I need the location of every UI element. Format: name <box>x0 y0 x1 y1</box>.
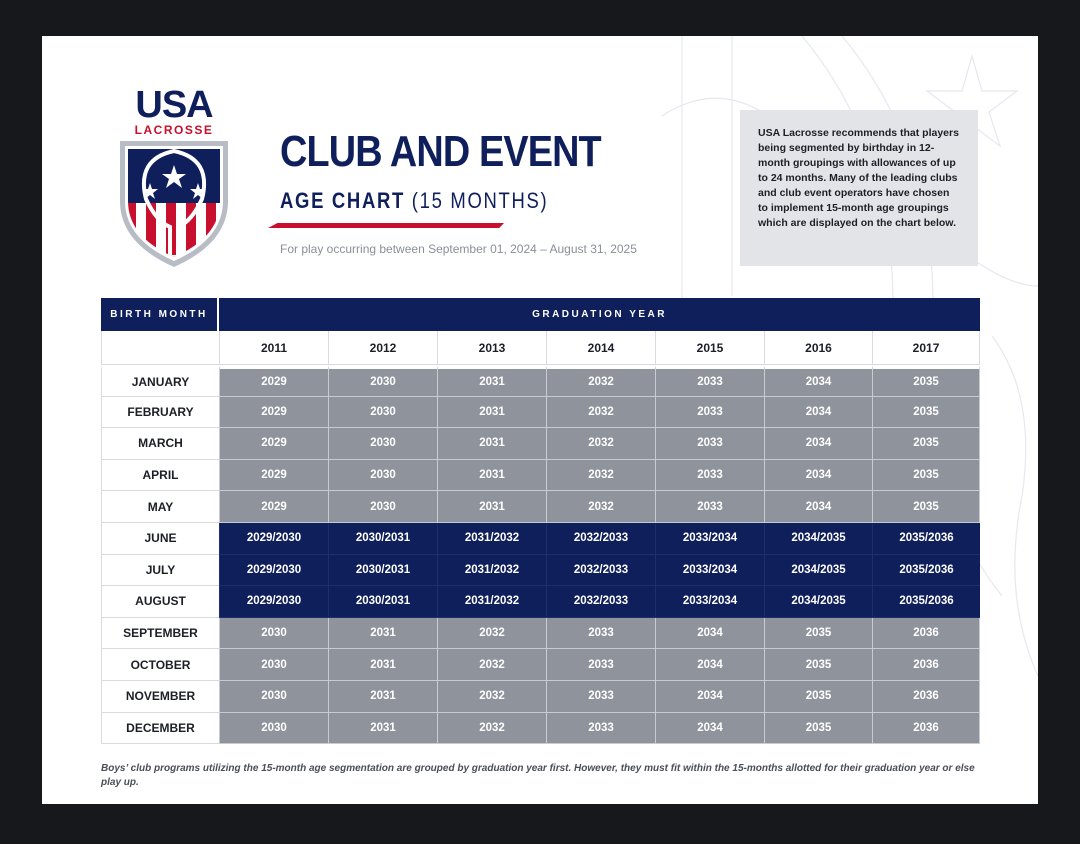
table-row <box>101 523 980 555</box>
birth-month-label: MAY <box>101 491 219 523</box>
graduation-year-cell: 2029 <box>219 397 328 429</box>
birth-month-label: SEPTEMBER <box>101 618 219 650</box>
logo-usa-text: USA <box>135 84 213 126</box>
graduation-year-cell: 2032 <box>546 428 655 460</box>
birth-month-label: OCTOBER <box>101 649 219 681</box>
graduation-year-cell: 2033 <box>546 681 655 713</box>
graduation-year-cell: 2029 <box>219 428 328 460</box>
header-graduation-year: GRADUATION YEAR <box>219 298 980 331</box>
graduation-year-cell: 2031 <box>328 681 437 713</box>
graduation-year-cell: 2033 <box>655 397 764 429</box>
table-row <box>101 618 980 650</box>
birth-year-header: 2016 <box>764 331 872 365</box>
page-subtitle <box>280 188 548 214</box>
graduation-year-cell: 2032 <box>437 618 546 650</box>
graduation-year-cell: 2035 <box>872 491 980 523</box>
graduation-year-cell: 2030/2031 <box>328 586 437 618</box>
header-birth-month: BIRTH MONTH <box>101 298 219 331</box>
logo-lacrosse-text: LACROSSE <box>134 123 214 137</box>
graduation-year-cell: 2032 <box>546 365 655 397</box>
age-chart-document <box>42 36 1038 804</box>
graduation-year-cell: 2031 <box>437 365 546 397</box>
graduation-year-cell: 2035/2036 <box>872 523 980 555</box>
subtitle-main: AGE CHART <box>280 188 405 213</box>
graduation-year-cell: 2031 <box>437 491 546 523</box>
graduation-year-cell: 2033/2034 <box>655 555 764 587</box>
age-chart-body <box>101 365 980 744</box>
graduation-year-cell: 2034 <box>764 460 872 492</box>
graduation-year-cell: 2032/2033 <box>546 586 655 618</box>
graduation-year-cell: 2036 <box>872 618 980 650</box>
graduation-year-cell: 2031 <box>328 618 437 650</box>
graduation-year-cell: 2030/2031 <box>328 523 437 555</box>
graduation-year-cell: 2033 <box>546 618 655 650</box>
page-title: CLUB AND EVENT <box>280 127 601 176</box>
graduation-year-cell: 2030 <box>328 460 437 492</box>
graduation-year-cell: 2033 <box>655 491 764 523</box>
graduation-year-cell: 2032 <box>437 713 546 745</box>
table-row <box>101 428 980 460</box>
graduation-year-cell: 2034/2035 <box>764 523 872 555</box>
graduation-year-cell: 2029/2030 <box>219 586 328 618</box>
graduation-year-cell: 2035 <box>872 428 980 460</box>
graduation-year-cell: 2034 <box>655 618 764 650</box>
table-row <box>101 491 980 523</box>
graduation-year-cell: 2029 <box>219 365 328 397</box>
recommendation-box: USA Lacrosse recommends that players being segmented by birthday in 12-month groupings with allowances of up to 24 months. Many of the leading clubs and club event operators have chosen to implement 15-month age groupings which are displayed on the chart below. <box>740 110 978 266</box>
subtitle-paren: (15 MONTHS) <box>411 188 549 213</box>
table-row <box>101 555 980 587</box>
graduation-year-cell: 2033 <box>655 365 764 397</box>
birth-month-label: FEBRUARY <box>101 397 219 429</box>
birth-month-label: MARCH <box>101 428 219 460</box>
graduation-year-cell: 2035 <box>764 713 872 745</box>
graduation-year-cell: 2031 <box>328 649 437 681</box>
graduation-year-cell: 2031/2032 <box>437 555 546 587</box>
graduation-year-cell: 2035/2036 <box>872 586 980 618</box>
graduation-year-cell: 2035/2036 <box>872 555 980 587</box>
graduation-year-cell: 2032 <box>437 649 546 681</box>
graduation-year-cell: 2032 <box>546 491 655 523</box>
graduation-year-cell: 2029 <box>219 491 328 523</box>
birth-month-label: JULY <box>101 555 219 587</box>
graduation-year-cell: 2030 <box>219 713 328 745</box>
age-chart-table <box>101 298 980 744</box>
graduation-year-cell: 2035 <box>764 618 872 650</box>
graduation-year-cell: 2031 <box>437 460 546 492</box>
birth-year-header: 2011 <box>219 331 328 365</box>
graduation-year-cell: 2032/2033 <box>546 555 655 587</box>
graduation-year-cell: 2031 <box>328 713 437 745</box>
graduation-year-cell: 2036 <box>872 649 980 681</box>
graduation-year-cell: 2033/2034 <box>655 523 764 555</box>
graduation-year-cell: 2030 <box>219 681 328 713</box>
birth-year-header: 2012 <box>328 331 437 365</box>
birth-year-header: 2015 <box>655 331 764 365</box>
birth-month-label: APRIL <box>101 460 219 492</box>
graduation-year-cell: 2033 <box>655 428 764 460</box>
graduation-year-cell: 2034 <box>655 713 764 745</box>
birth-year-header: 2014 <box>546 331 655 365</box>
birth-month-label: JANUARY <box>101 365 219 397</box>
graduation-year-cell: 2032 <box>546 397 655 429</box>
birth-month-label: DECEMBER <box>101 713 219 745</box>
graduation-year-cell: 2030 <box>328 397 437 429</box>
birth-month-label: NOVEMBER <box>101 681 219 713</box>
graduation-year-cell: 2029 <box>219 460 328 492</box>
graduation-year-cell: 2035 <box>764 681 872 713</box>
graduation-year-cell: 2034 <box>655 649 764 681</box>
graduation-year-cell: 2032 <box>546 460 655 492</box>
graduation-year-cell: 2035 <box>764 649 872 681</box>
graduation-year-cell: 2034/2035 <box>764 555 872 587</box>
graduation-year-cell: 2034 <box>655 681 764 713</box>
birth-month-label: JUNE <box>101 523 219 555</box>
graduation-year-cell: 2035 <box>872 397 980 429</box>
birth-year-header: 2013 <box>437 331 546 365</box>
table-row <box>101 713 980 745</box>
logo-shield-icon <box>116 139 232 269</box>
graduation-year-cell: 2029/2030 <box>219 523 328 555</box>
graduation-year-cell: 2031 <box>437 397 546 429</box>
table-row <box>101 397 980 429</box>
graduation-year-cell: 2032/2033 <box>546 523 655 555</box>
birth-month-label: AUGUST <box>101 586 219 618</box>
graduation-year-cell: 2031/2032 <box>437 586 546 618</box>
graduation-year-cell: 2034 <box>764 428 872 460</box>
graduation-year-cell: 2030 <box>219 618 328 650</box>
graduation-year-cell: 2034/2035 <box>764 586 872 618</box>
graduation-year-cell: 2033 <box>546 713 655 745</box>
graduation-year-cell: 2033/2034 <box>655 586 764 618</box>
table-row <box>101 681 980 713</box>
graduation-year-cell: 2030 <box>219 649 328 681</box>
graduation-year-cell: 2032 <box>437 681 546 713</box>
graduation-year-cell: 2036 <box>872 713 980 745</box>
graduation-year-cell: 2030 <box>328 491 437 523</box>
header-blank-cell <box>101 331 219 365</box>
graduation-year-cell: 2034 <box>764 491 872 523</box>
graduation-year-cell: 2035 <box>872 365 980 397</box>
graduation-year-cell: 2033 <box>546 649 655 681</box>
graduation-year-cell: 2036 <box>872 681 980 713</box>
table-row <box>101 586 980 618</box>
graduation-year-cell: 2034 <box>764 365 872 397</box>
table-row <box>101 365 980 397</box>
graduation-year-cell: 2030 <box>328 428 437 460</box>
table-row <box>101 649 980 681</box>
graduation-year-cell: 2033 <box>655 460 764 492</box>
footnote: Boys’ club programs utilizing the 15-month age segmentation are grouped by graduation year first. However, they must fit within the 15-months allotted for their graduation year or else play up. <box>101 763 975 788</box>
play-period-note: For play occurring between September 01, 2024 – August 31, 2025 <box>280 242 637 256</box>
table-row <box>101 460 980 492</box>
title-underline-bar <box>268 223 504 228</box>
graduation-year-cell: 2030/2031 <box>328 555 437 587</box>
graduation-year-cell: 2031 <box>437 428 546 460</box>
graduation-year-cell: 2031/2032 <box>437 523 546 555</box>
graduation-year-cell: 2030 <box>328 365 437 397</box>
graduation-year-cell: 2035 <box>872 460 980 492</box>
graduation-year-cell: 2034 <box>764 397 872 429</box>
graduation-year-cell: 2029/2030 <box>219 555 328 587</box>
birth-year-header: 2017 <box>872 331 980 365</box>
usa-lacrosse-logo <box>114 86 234 272</box>
